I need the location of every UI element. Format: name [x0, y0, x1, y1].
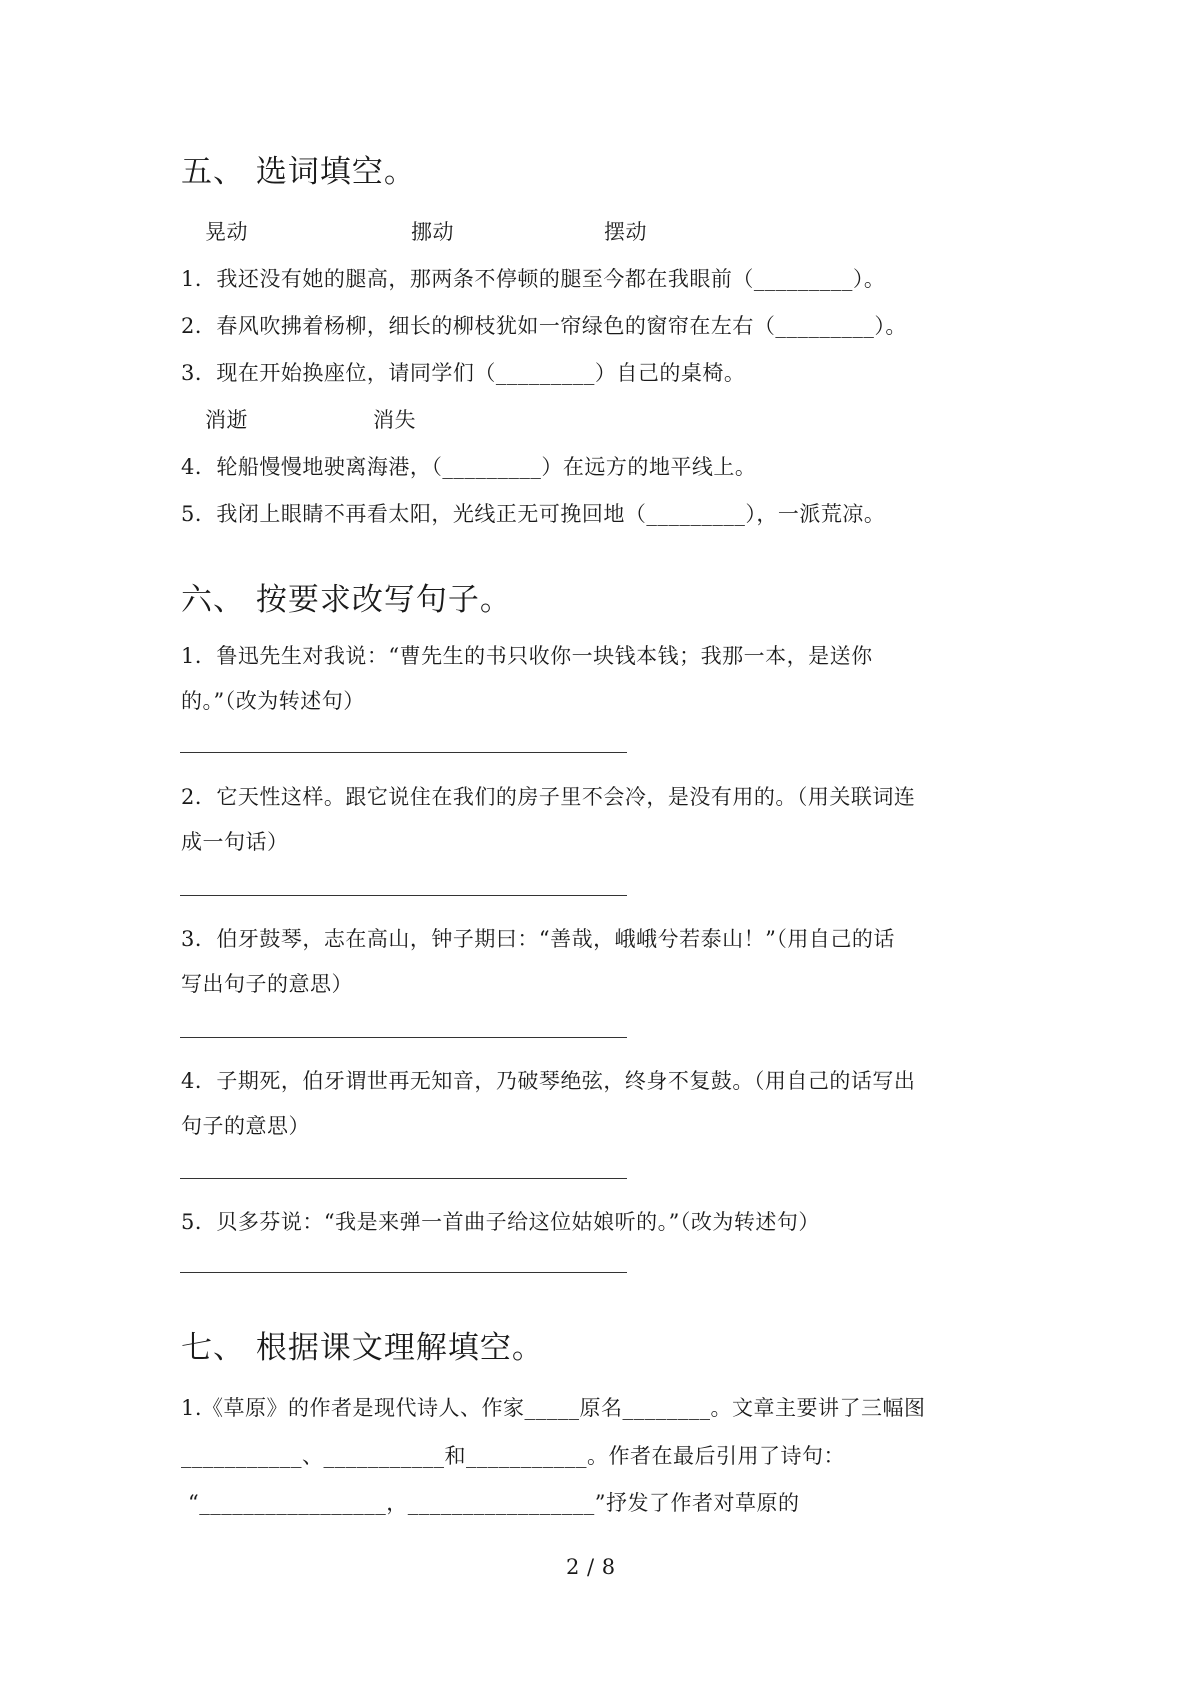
s6-question-2-line-2: 成一句话）	[181, 830, 289, 854]
section-7-heading: 七、 根据课文理解填空。	[181, 1330, 544, 1366]
s6-question-5: 5．贝多芬说：“我是来弹一首曲子给这位姑娘听的。”（改为转述句）	[181, 1210, 820, 1234]
word-option-3: 摆动	[604, 220, 647, 244]
s5-question-5: 5．我闭上眼睛不再看太阳，光线正无可挽回地（_________），一派荒凉。	[181, 502, 886, 526]
answer-line-3[interactable]	[180, 1037, 627, 1038]
answer-line-5[interactable]	[180, 1272, 627, 1273]
word-option-5: 消失	[373, 408, 416, 432]
s7-question-1-line-1: 1.《草原》的作者是现代诗人、作家_____原名________。文章主要讲了三幅图	[181, 1396, 926, 1420]
word-option-2: 挪动	[411, 220, 454, 244]
s6-question-3-line-1: 3．伯牙鼓琴，志在高山，钟子期曰：“善哉，峨峨兮若泰山！”（用自己的话	[181, 927, 895, 951]
s5-question-3: 3．现在开始换座位，请同学们（_________）自己的桌椅。	[181, 361, 746, 385]
word-option-4: 消逝	[205, 408, 248, 432]
s6-question-1-line-1: 1．鲁迅先生对我说：“曹先生的书只收你一块钱本钱；我那一本，是送你	[181, 644, 873, 668]
s5-question-4: 4．轮船慢慢地驶离海港，（_________）在远方的地平线上。	[181, 455, 757, 479]
s6-question-1-line-2: 的。”（改为转述句）	[181, 689, 365, 713]
word-option-1: 晃动	[205, 220, 248, 244]
page-number: 2 / 8	[566, 1555, 616, 1579]
section-6-heading: 六、 按要求改写句子。	[181, 582, 512, 618]
s6-question-3-line-2: 写出句子的意思）	[181, 972, 353, 996]
s5-question-1: 1．我还没有她的腿高，那两条不停顿的腿至今都在我眼前（_________）。	[181, 267, 886, 291]
s6-question-2-line-1: 2．它天性这样。跟它说住在我们的房子里不会冷，是没有用的。（用关联词连	[181, 785, 916, 809]
s7-question-1-line-2: ___________、___________和___________。作者在最后引用了诗句：	[181, 1444, 845, 1468]
answer-line-1[interactable]	[180, 752, 627, 753]
s6-question-4-line-1: 4．子期死，伯牙谓世再无知音，乃破琴绝弦，终身不复鼓。（用自己的话写出	[181, 1069, 916, 1093]
s7-question-1-line-3: “_________________，_________________”抒发了作者对草原的	[188, 1491, 800, 1515]
answer-line-4[interactable]	[180, 1178, 627, 1179]
section-5-heading: 五、 选词填空。	[181, 154, 416, 190]
s6-question-4-line-2: 句子的意思）	[181, 1114, 310, 1138]
s5-question-2: 2．春风吹拂着杨柳，细长的柳枝犹如一帘绿色的窗帘在左右（_________）。	[181, 314, 907, 338]
answer-line-2[interactable]	[180, 895, 627, 896]
